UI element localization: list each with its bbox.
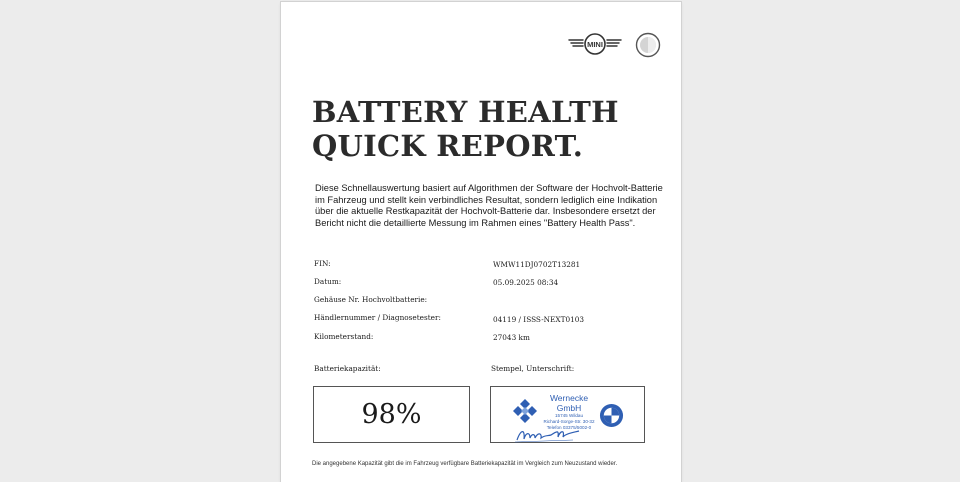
- dealer-city: 15745 Wildau: [554, 413, 584, 418]
- footer-note: Die angegebene Kapazität gibt die im Fahrzeug verfügbare Batteriekapazität im Vergleich zum Neuzustand wieder.: [312, 461, 618, 467]
- mini-logo: [568, 33, 622, 55]
- report-title: [312, 95, 619, 163]
- dealer-diamond-logo: [512, 398, 538, 424]
- stamp-label: Stempel, Unterschrift:: [491, 364, 575, 373]
- report-page: [281, 2, 681, 482]
- dealer-company: Wernecke GmbH: [549, 393, 589, 413]
- mileage-label: Kilometerstand:: [314, 332, 374, 341]
- intro-paragraph: Diese Schnellauswertung basiert auf Algorithmen der Software der Hochvolt-Batterie im Fahrzeug und stellt kein verbindliches Resultat, sondern lediglich eine Indikation über die aktuelle Restkapazität der Hochvolt-Batterie dar. Insbesondere ersetzt der Bericht nicht die detaillierte Messung im Rahmen eines "Battery Health Pass".: [315, 183, 663, 229]
- capacity-label: Batteriekapazität:: [314, 364, 381, 373]
- dealer-value: 04119 / ISSS-NEXT0103: [493, 315, 585, 324]
- bmw-logo: [599, 403, 624, 428]
- capacity-box: [313, 386, 470, 443]
- dealer-phone: Telefon 03375/5002-0: [546, 425, 592, 430]
- circle-logo: [635, 32, 661, 58]
- fin-value: WMW11DJ0702T13281: [493, 260, 581, 269]
- housing-label: Gehäuse Nr. Hochvoltbatterie:: [314, 295, 428, 304]
- handwritten-signature: [513, 425, 585, 443]
- fin-label: FIN:: [314, 259, 331, 268]
- capacity-value: 98%: [361, 399, 422, 430]
- date-label: Datum:: [314, 277, 342, 286]
- date-value: 05.09.2025 08:34: [493, 278, 559, 287]
- dealer-label: Händlernummer / Diagnosetester:: [314, 313, 441, 322]
- dealer-street: Richard-Sorge-Str. 30-32: [543, 419, 595, 424]
- mileage-value: 27043 km: [493, 333, 530, 342]
- stamp-box: [490, 386, 645, 443]
- title-line-1: BATTERY HEALTH: [312, 95, 619, 129]
- title-line-2: QUICK REPORT.: [312, 129, 584, 163]
- svg-text:MINI: MINI: [587, 40, 603, 49]
